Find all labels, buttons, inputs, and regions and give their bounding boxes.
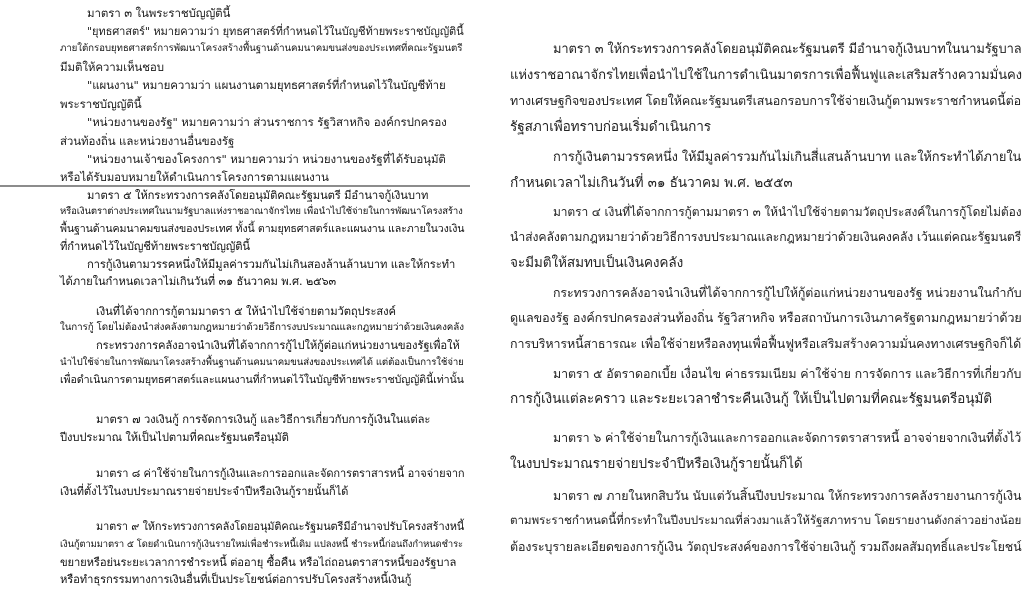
text-line: มาตรา ๓ ให้กระทรวงการคลังโดยอนุมัติคณะรัฐมนตรี มีอำนาจกู้เงินบาทในนามรัฐบาล (553, 42, 1022, 57)
text-line: กระทรวงการคลังอาจนำเงินที่ได้จากการกู้ไปให้กู้ต่อแก่หน่วยงานของรัฐเพื่อให้ (96, 339, 460, 352)
text-line: "หน่วยงานเจ้าของโครงการ" หมายความว่า หน่วยงานของรัฐที่ได้รับอนุมัติ (87, 152, 446, 166)
text-line: ทางเศรษฐกิจของประเทศ โดยให้คณะรัฐมนตรีเสนอกรอบการใช้จ่ายเงินกู้ตามพระราชกำหนดนี้ต่อ (510, 93, 1021, 108)
text-line: มาตรา ๖ ค่าใช้จ่ายในการกู้เงินและการออกและจัดการตราสารหนี้ อาจจ่ายจากเงินที่ตั้งไว้ (553, 430, 1022, 445)
text-line: มีมติให้ความเห็นชอบ (60, 60, 164, 74)
text-line: ต้องระบุรายละเอียดของการกู้เงิน วัตถุประสงค์ของการใช้จ่ายเงินกู้ รวมถึงผลสัมฤทธิ์และประโยชน์ (510, 539, 1022, 554)
text-line: การกู้เงินตามวรรคหนึ่ง ให้มีมูลค่ารวมกันไม่เกินสี่แสนล้านบาท และให้กระทำได้ภายใน (553, 150, 1022, 165)
text-line: การกู้เงินตามวรรคหนึ่งให้มีมูลค่ารวมกันไม่เกินสองล้านล้านบาท และให้กระทำ (87, 258, 456, 271)
text-line: ภายใต้กรอบยุทธศาสตร์การพัฒนาโครงสร้างพื้นฐานด้านคมนาคมขนส่งของประเทศที่คณะรัฐมนตรี (60, 43, 463, 54)
text-line: ที่กำหนดไว้ในบัญชีท้ายพระราชบัญญัตินี้ (60, 240, 250, 253)
document-panel-left-top (0, 0, 470, 186)
text-line: เงินที่ตั้งไว้ในงบประมาณรายจ่ายประจำปีหรือเงินกู้รายนั้นก็ได้ (60, 485, 349, 498)
document-panel-left-bottom (0, 188, 470, 592)
text-line: พื้นฐานด้านคมนาคมขนส่งของประเทศ ทั้งนี้ ตามยุทธศาสตร์และแผนงาน และภายในวงเงิน (60, 223, 465, 235)
text-line: "ยุทธศาสตร์" หมายความว่า ยุทธศาสตร์ที่กำหนดไว้ในบัญชีท้ายพระราชบัญญัตินี้ (87, 25, 464, 38)
text-line: มาตรา ๗ ภายในหกสิบวัน นับแต่วันสิ้นปีงบประมาณ ให้กระทรวงการคลังรายงานการกู้เงิน (553, 488, 1022, 503)
text-line: กระทรวงการคลังอาจนำเงินที่ได้จากการกู้ไปให้กู้ต่อแก่หน่วยงานของรัฐ หน่วยงานในกำกับ (553, 285, 1022, 300)
text-line: ในการกู้ โดยไม่ต้องนำส่งคลังตามกฎหมายว่าด้วยวิธีการงบประมาณและกฎหมายว่าด้วยเงินคงคลัง (60, 322, 464, 333)
text-line: มาตรา ๕ อัตราดอกเบี้ย เงื่อนไข ค่าธรรมเนียม ค่าใช้จ่าย การจัดการ และวิธีการที่เกี่ยวกับ (553, 366, 1022, 381)
text-line: ได้ภายในกำหนดเวลาไม่เกินวันที่ ๓๑ ธันวาคม พ.ศ. ๒๕๖๓ (60, 275, 337, 288)
text-line: เงินที่ได้จากการกู้ตามมาตรา ๕ ให้นำไปใช้จ่ายตามวัตถุประสงค์ (96, 305, 396, 318)
text-line: หรือได้รับมอบหมายให้ดำเนินการโครงการตามแผนงาน (60, 170, 329, 184)
text-line: ปีงบประมาณ ให้เป็นไปตามที่คณะรัฐมนตรีอนุมัติ (60, 431, 289, 444)
text-line: มาตรา ๙ ให้กระทรวงการคลังโดยอนุมัติคณะรัฐมนตรีมีอำนาจปรับโครงสร้างหนี้ (96, 520, 465, 533)
text-line: มาตรา ๘ ค่าใช้จ่ายในการกู้เงินและการออกและจัดการตราสารหนี้ อาจจ่ายจาก (96, 467, 465, 480)
text-line: แห่งราชอาณาจักรไทยเพื่อนำไปใช้ในการดำเนินมาตรการเพื่อฟื้นฟูและเสริมสร้างความมั่นคง (510, 68, 1022, 83)
text-line: กำหนดเวลาไม่เกินวันที่ ๓๑ ธันวาคม พ.ศ. ๒๕๕๓ (510, 175, 793, 191)
text-line: หรือทำธุรกรรมทางการเงินอื่นที่เป็นประโยชน์ต่อการปรับโครงสร้างหนี้เงินกู้ (60, 573, 412, 586)
text-line: เงินกู้ตามมาตรา ๕ โดยดำเนินการกู้เงินรายใหม่เพื่อชำระหนี้เดิม แปลงหนี้ ชำระหนี้ก่อนถึงกำหนดชำระ (60, 539, 463, 550)
text-line: ขยายหรือย่นระยะเวลาการชำระหนี้ ต่ออายุ ซื้อคืน หรือไถ่ถอนตราสารหนี้ของรัฐบาล (60, 556, 457, 569)
text-line: รัฐสภาเพื่อทราบก่อนเริ่มดำเนินการ (510, 119, 711, 135)
text-line: มาตรา ๔ เงินที่ได้จากการกู้ตามมาตรา ๓ ให้นำไปใช้จ่ายตามวัตถุประสงค์ในการกู้โดยไม่ต้อง (553, 205, 1022, 219)
text-line: นำไปใช้จ่ายในการพัฒนาโครงสร้างพื้นฐานด้านคมนาคมขนส่งของประเทศได้ แต่ต้องเป็นการใช้จ่าย (60, 357, 464, 368)
text-line: จะมีมติให้สมทบเป็นเงินคงคลัง (510, 255, 684, 271)
text-line: "หน่วยงานของรัฐ" หมายความว่า ส่วนราชการ รัฐวิสาหกิจ องค์กรปกครอง (87, 115, 447, 129)
text-line: "แผนงาน" หมายความว่า แผนงานตามยุทธศาสตร์ที่กำหนดไว้ในบัญชีท้าย (87, 78, 446, 92)
text-line: การกู้เงินแต่ละคราว และระยะเวลาชำระคืนเงินกู้ ให้เป็นไปตามที่คณะรัฐมนตรีอนุมัติ (510, 391, 993, 407)
text-line: มาตรา ๗ วงเงินกู้ การจัดการเงินกู้ และวิธีการเกี่ยวกับการกู้เงินในแต่ละ (96, 413, 431, 426)
text-line: มาตรา ๕ ให้กระทรวงการคลังโดยอนุมัติคณะรัฐมนตรี มีอำนาจกู้เงินบาท (87, 189, 429, 202)
text-line: พระราชบัญญัตินี้ (60, 97, 142, 111)
text-line: ส่วนท้องถิ่น และหน่วยงานอื่นของรัฐ (60, 134, 235, 148)
text-line: การบริหารหนี้สาธารณะ เพื่อใช้จ่ายหรือลงทุนเพื่อฟื้นฟูหรือเสริมสร้างความมั่นคงทางเศรษฐกิจก็ได้ (510, 336, 1022, 351)
panel-divider (0, 185, 470, 187)
text-line: นำส่งคลังตามกฎหมายว่าด้วยวิธีการงบประมาณและกฎหมายว่าด้วยเงินคงคลัง เว้นแต่คณะรัฐมนตรี (510, 230, 1022, 244)
text-line: หรือเงินตราต่างประเทศในนามรัฐบาลแห่งราชอาณาจักรไทย เพื่อนำไปใช้จ่ายในการพัฒนาโครงสร้าง (60, 206, 463, 217)
text-line: ตามพระราชกำหนดนี้ที่กระทำในปีงบประมาณที่ล่วงมาแล้วให้รัฐสภาทราบ โดยรายงานดังกล่าวอย่างน้อย (510, 513, 1022, 527)
text-line: เพื่อดำเนินการตามยุทธศาสตร์และแผนงานที่กำหนดไว้ในบัญชีท้ายพระราชบัญญัตินี้เท่านั้น (60, 373, 464, 386)
text-line: ดูแลของรัฐ องค์กรปกครองส่วนท้องถิ่น รัฐวิสาหกิจ หรือสถาบันการเงินภาครัฐตามกฎหมายว่าด้วย (510, 310, 1022, 325)
text-line: มาตรา ๓ ในพระราชบัญญัตินี้ (87, 6, 231, 20)
document-panel-right (470, 0, 1028, 592)
text-line: ในงบประมาณรายจ่ายประจำปีหรือเงินกู้รายนั้นก็ได้ (510, 456, 803, 472)
